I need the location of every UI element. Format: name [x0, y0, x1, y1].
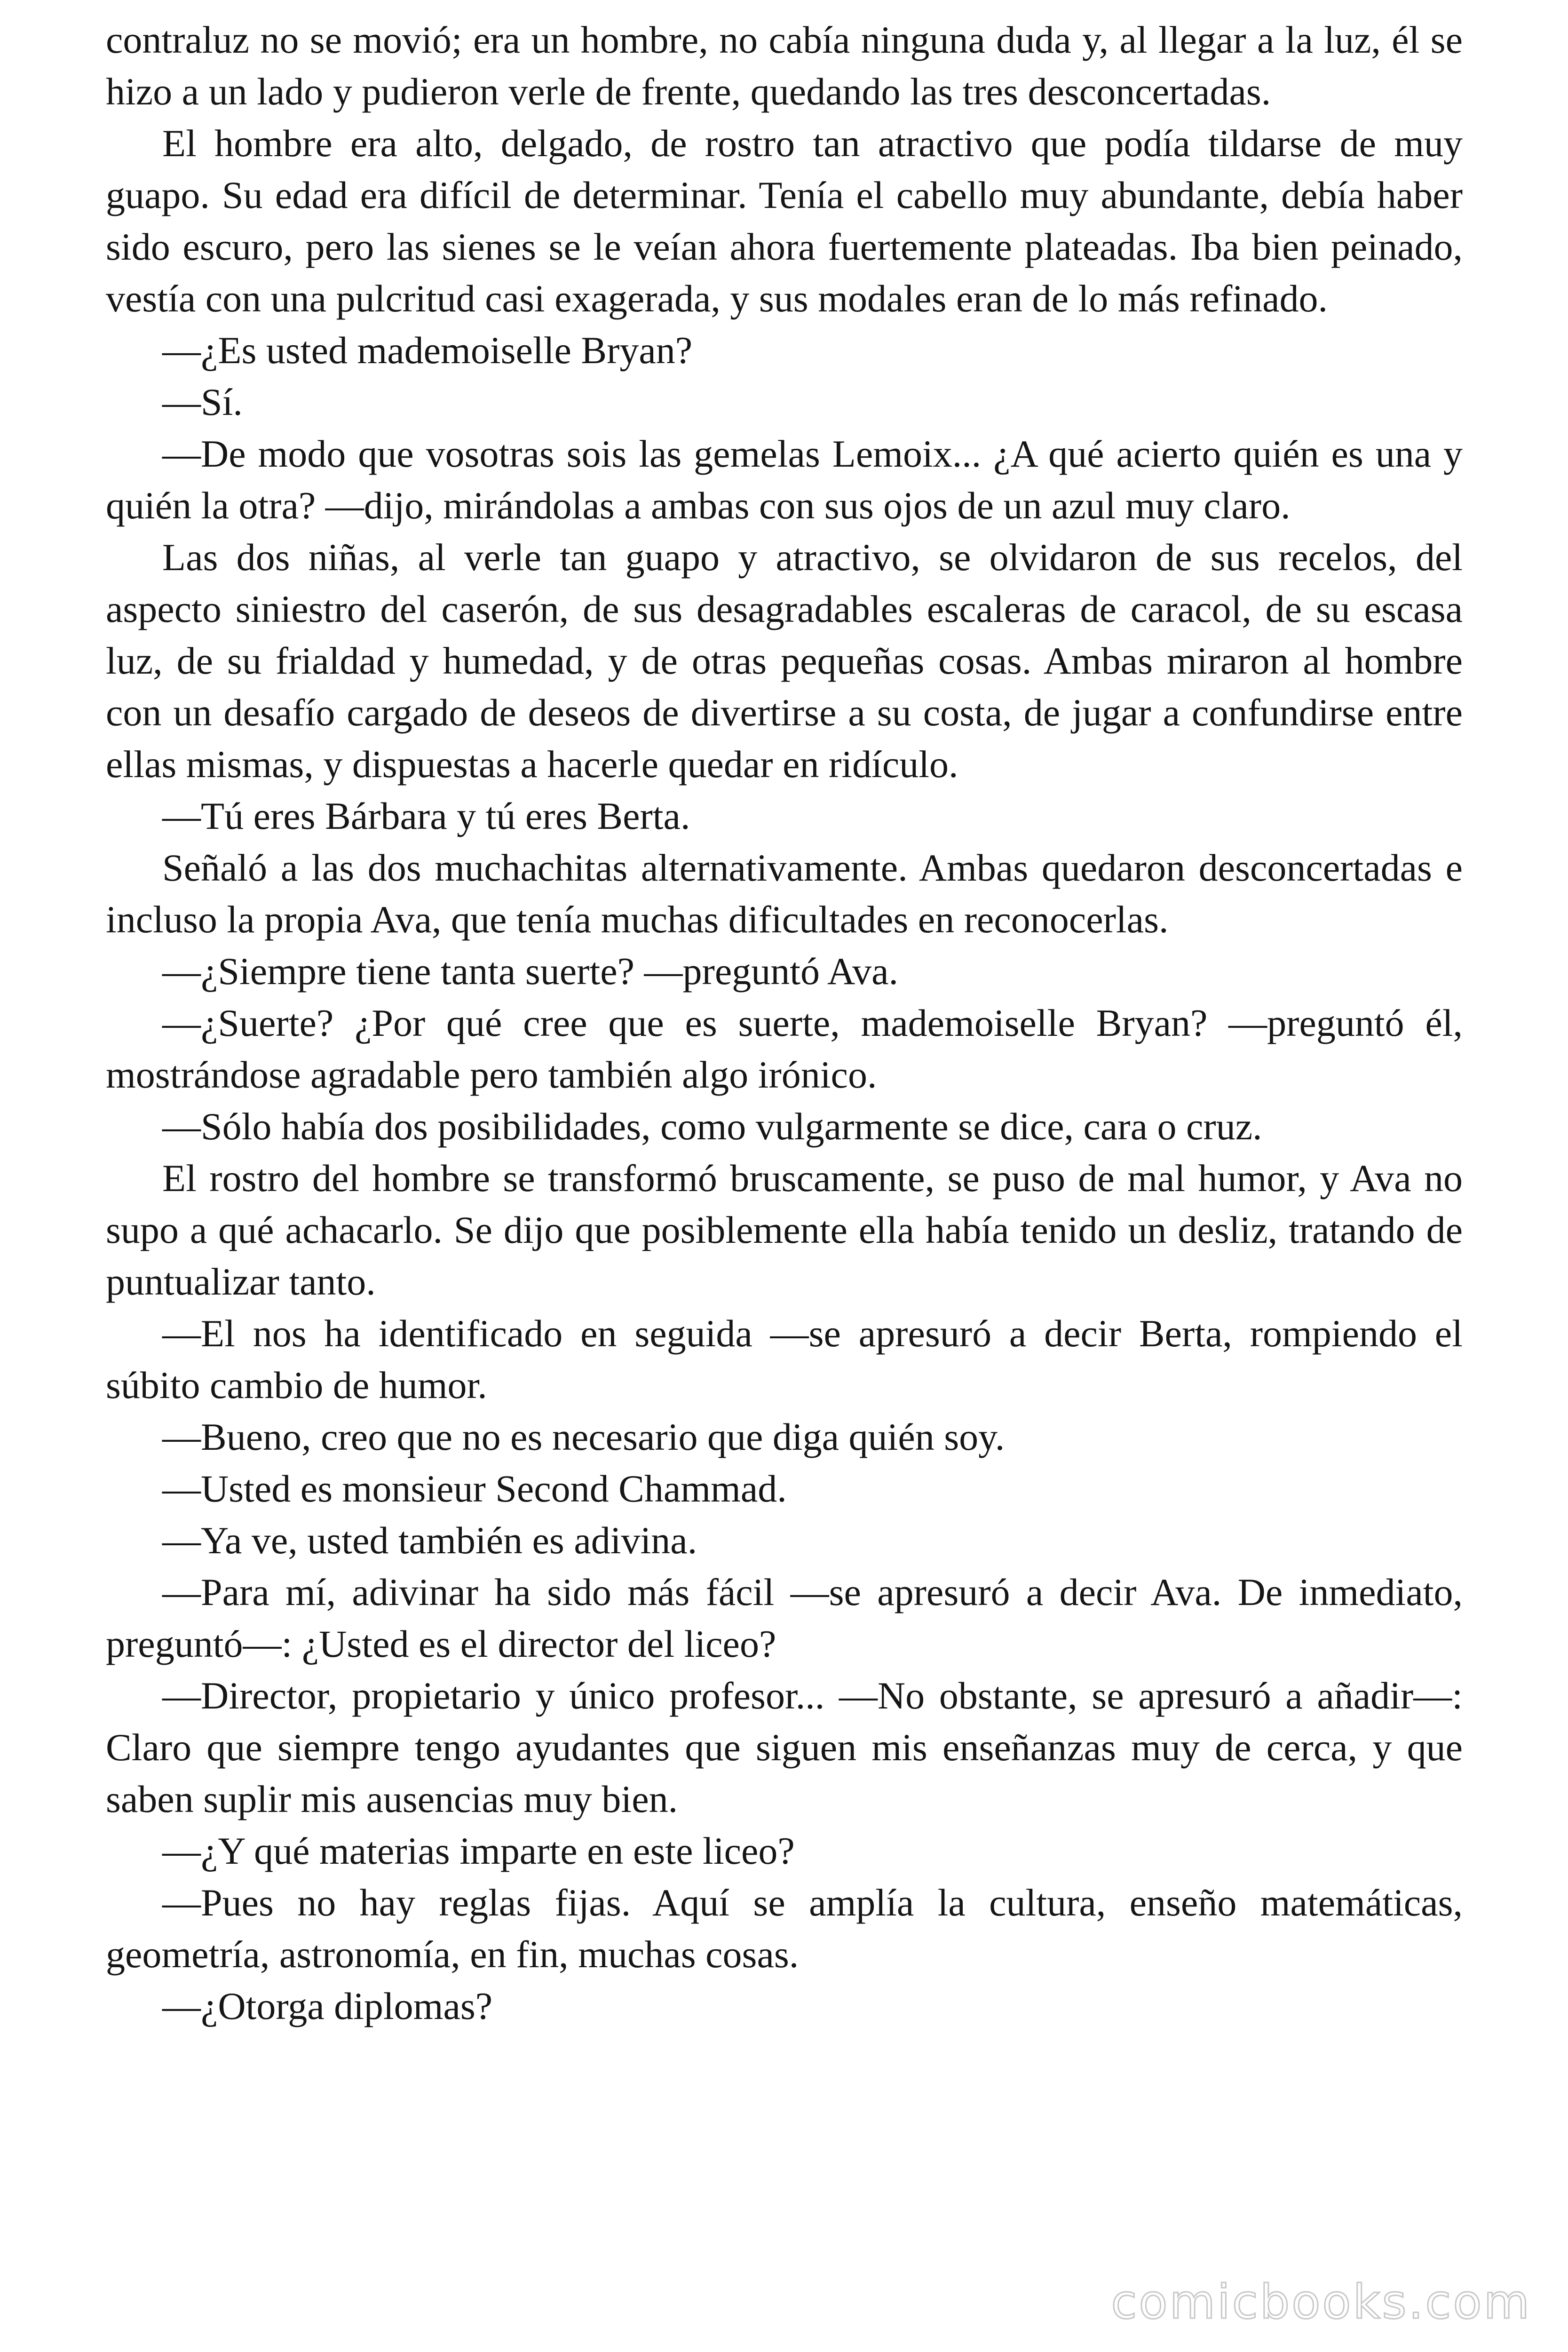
dialogue-line: —Bueno, creo que no es necesario que diga quién soy. — [162, 1415, 1005, 1458]
paragraph: El hombre era alto, delgado, de rostro tan atractivo que podía tildarse de muy guapo. Su edad era difícil de determinar. Tenía el cabello muy abundante, debía haber sido escuro, pero las sienes se le veían ahora fuertemente plateadas. Iba bien peinado, vestía con una pulcritud casi exagerada, y sus modales eran de lo más refinado. — [106, 122, 1463, 320]
dialogue-line: —¿Otorga diplomas? — [162, 1985, 493, 2027]
paragraph: Las dos niñas, al verle tan guapo y atractivo, se olvidaron de sus recelos, del aspecto siniestro del caserón, de sus desagradables escaleras de caracol, de su escasa luz, de su frialdad y humedad, y de otras pequeñas cosas. Ambas miraron al hombre con un desafío cargado de deseos de divertirse a su costa, de jugar a confundirse entre ellas mismas, y dispuestas a hacerle quedar en ridículo. — [106, 536, 1463, 786]
dialogue-line: —Tú eres Bárbara y tú eres Berta. — [162, 795, 690, 837]
watermark-logo: comicbooks.com — [1111, 2274, 1531, 2329]
paragraph: El rostro del hombre se transformó bruscamente, se puso de mal humor, y Ava no supo a qué achacarlo. Se dijo que posiblemente ella había tenido un desliz, tratando de puntualizar tanto. — [106, 1157, 1463, 1303]
dialogue-line: —El nos ha identificado en seguida —se apresuró a decir Berta, rompiendo el súbito cambio de humor. — [106, 1312, 1463, 1406]
dialogue-line: —Sí. — [162, 381, 243, 423]
paragraph: contraluz no se movió; era un hombre, no cabía ninguna duda y, al llegar a la luz, él se hizo a un lado y pudieron verle de frente, quedando las tres desconcertadas. — [106, 18, 1463, 113]
dialogue-line: —Sólo había dos posibilidades, como vulgarmente se dice, cara o cruz. — [162, 1105, 1262, 1148]
dialogue-line: —De modo que vosotras sois las gemelas Lemoix... ¿A qué acierto quién es una y quién la otra? —dijo, mirándolas a ambas con sus ojos de un azul muy claro. — [106, 432, 1463, 527]
dialogue-line: —¿Suerte? ¿Por qué cree que es suerte, mademoiselle Bryan? —preguntó él, mostrándose agradable pero también algo irónico. — [106, 1001, 1463, 1096]
dialogue-line: —Director, propietario y único profesor... —No obstante, se apresuró a añadir—: Claro que siempre tengo ayudantes que siguen mis enseñanzas muy de cerca, y que saben suplir mis ausencias muy bien. — [106, 1674, 1463, 1820]
dialogue-line: —Para mí, adivinar ha sido más fácil —se apresuró a decir Ava. De inmediato, preguntó—: ¿Usted es el director del liceo? — [106, 1571, 1463, 1665]
dialogue-line: —Ya ve, usted también es adivina. — [162, 1519, 697, 1562]
paragraph: Señaló a las dos muchachitas alternativamente. Ambas quedaron desconcertadas e incluso la propia Ava, que tenía muchas dificultades en reconocerlas. — [106, 846, 1463, 941]
dialogue-line: —Pues no hay reglas fijas. Aquí se amplía la cultura, enseño matemáticas, geometría, astronomía, en fin, muchas cosas. — [106, 1881, 1463, 1976]
dialogue-line: —¿Y qué materias imparte en este liceo? — [162, 1829, 795, 1872]
dialogue-line: —¿Siempre tiene tanta suerte? —preguntó Ava. — [162, 950, 899, 993]
page-text — [106, 14, 1463, 2032]
dialogue-line: —Usted es monsieur Second Chammad. — [162, 1467, 787, 1510]
dialogue-line: —¿Es usted mademoiselle Bryan? — [162, 329, 693, 372]
